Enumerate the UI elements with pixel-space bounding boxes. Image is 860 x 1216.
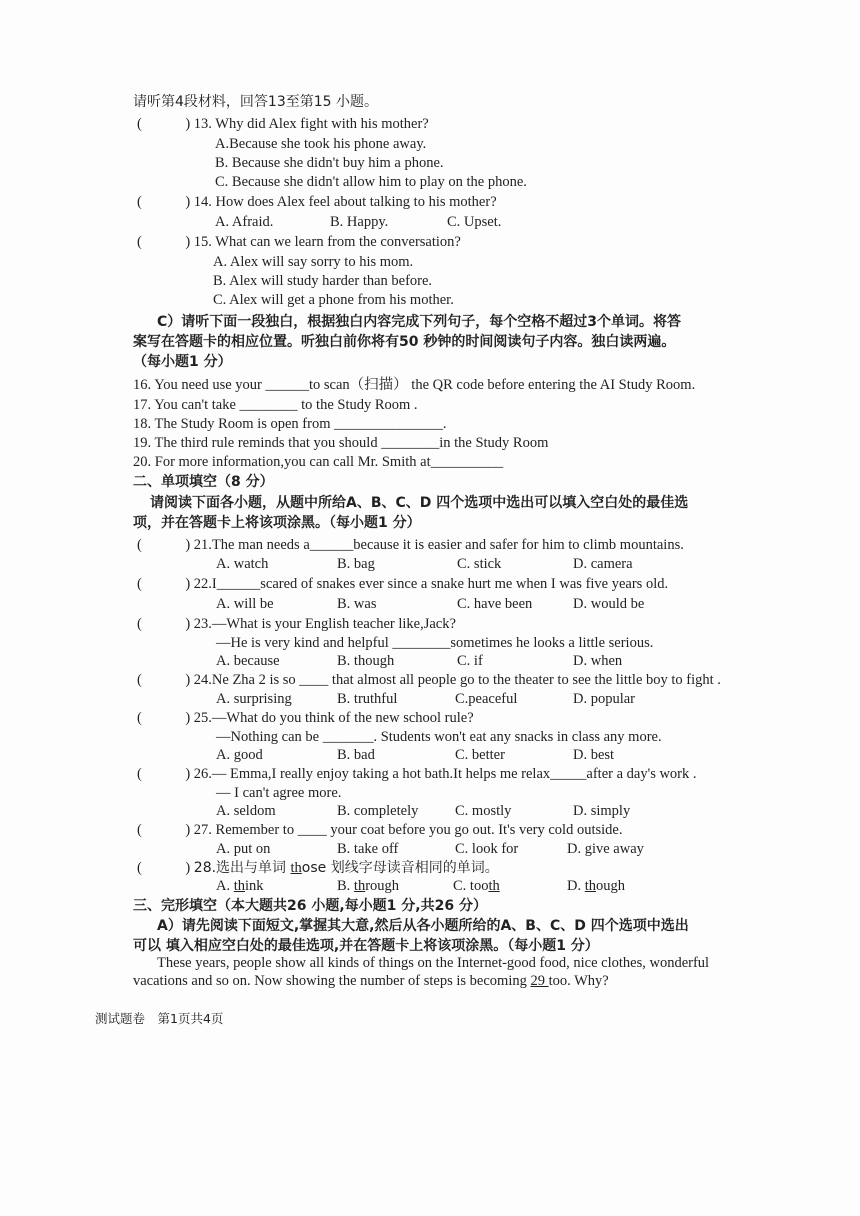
- q26-option-a: A. seldom: [216, 803, 276, 819]
- q23-option-b: B. though: [337, 653, 395, 669]
- q24-option-c: C.peaceful: [455, 691, 518, 707]
- q21-option-d: D. camera: [573, 556, 633, 572]
- part-c-instruction-2: 案写在答题卡的相应位置。听独白前你将有50 秒钟的时间阅读句子内容。独白读两遍。: [133, 334, 676, 350]
- q21-option-a: A. watch: [216, 556, 269, 572]
- answer-paren[interactable]: ( ): [137, 576, 191, 592]
- question-20: 20. For more information,you can call Mr. Smith at__________: [133, 454, 504, 470]
- q15-option-b: B. Alex will study harder than before.: [213, 273, 433, 289]
- blank-29: 29: [530, 973, 549, 989]
- question-26-stem: 26.— Emma,I really enjoy taking a hot bath.It helps me relax_____after a day's work .: [193, 766, 697, 782]
- q27-option-d: D. give away: [567, 841, 644, 857]
- q27-option-a: A. put on: [216, 841, 271, 857]
- question-16: 16. You need use your ______to scan（扫描） the QR code before entering the AI Study Room.: [133, 377, 696, 393]
- q26-option-c: C. mostly: [455, 803, 512, 819]
- question-13-stem: 13. Why did Alex fight with his mother?: [193, 116, 429, 132]
- q27-option-c: C. look for: [455, 841, 519, 857]
- q26-stem-2: — I can't agree more.: [216, 785, 342, 801]
- q26-option-d: D. simply: [573, 803, 631, 819]
- answer-paren[interactable]: ( ): [137, 822, 191, 838]
- answer-paren[interactable]: ( ): [137, 710, 191, 726]
- answer-paren[interactable]: ( ): [137, 234, 191, 250]
- section-2-title: 二、单项填空（8 分）: [133, 474, 274, 490]
- passage-line-1: These years, people show all kinds of things on the Internet-good food, nice clothes, wonderful: [157, 955, 710, 971]
- q14-option-c: C. Upset.: [447, 214, 502, 230]
- answer-paren[interactable]: ( ): [137, 860, 191, 876]
- section-3-instruction-1: A）请先阅读下面短文,掌握其大意,然后从各小题所给的A、B、C、D 四个选项中选出: [157, 918, 689, 934]
- section-3-title: 三、完形填空（本大题共26 小题,每小题1 分,共26 分）: [133, 898, 487, 914]
- q22-option-d: D. would be: [573, 596, 645, 612]
- q27-option-b: B. take off: [337, 841, 399, 857]
- q22-option-a: A. will be: [216, 596, 274, 612]
- answer-paren[interactable]: ( ): [137, 194, 191, 210]
- question-28: [137, 859, 499, 877]
- question-25: [137, 709, 474, 727]
- q24-option-b: B. truthful: [337, 691, 398, 707]
- q23-option-c: C. if: [457, 653, 483, 669]
- answer-paren[interactable]: ( ): [137, 116, 191, 132]
- question-24: [137, 671, 721, 689]
- question-22-stem: 22.I______scared of snakes ever since a snake hurt me when I was five years old.: [193, 576, 669, 592]
- part-c-instruction-3: （每小题1 分）: [133, 354, 232, 370]
- question-23-stem: 23.—What is your English teacher like,Jack?: [193, 616, 456, 632]
- q28-option-b: B. through: [337, 878, 400, 894]
- q15-option-a: A. Alex will say sorry to his mom.: [213, 254, 414, 270]
- question-17: 17. You can't take ________ to the Study Room .: [133, 397, 418, 413]
- q25-option-b: B. bad: [337, 747, 375, 763]
- part-c-instruction-1: C）请听下面一段独白，根据独白内容完成下列句子，每个空格不超过3个单词。将答: [157, 314, 682, 330]
- question-18: 18. The Study Room is open from _______________.: [133, 416, 447, 432]
- q24-option-d: D. popular: [573, 691, 636, 707]
- question-13: [137, 115, 429, 133]
- question-22: [137, 575, 668, 593]
- q28-option-d: D. though: [567, 878, 626, 894]
- page-footer: 测试题卷 第1页共4页: [95, 1011, 224, 1026]
- question-15: [137, 233, 461, 251]
- q23-option-d: D. when: [573, 653, 623, 669]
- q25-option-d: D. best: [573, 747, 615, 763]
- q26-option-b: B. completely: [337, 803, 419, 819]
- answer-paren[interactable]: ( ): [137, 616, 191, 632]
- q13-option-b: B. Because she didn't buy him a phone.: [215, 155, 444, 171]
- q22-option-c: C. have been: [457, 596, 533, 612]
- section-2-instruction-1: 请阅读下面各小题，从题中所给A、B、C、D 四个选项中选出可以填入空白处的最佳选: [150, 495, 689, 511]
- question-26: [137, 765, 697, 783]
- q13-option-a: A.Because she took his phone away.: [215, 136, 427, 152]
- section-3-instruction-2: 可以 填入相应空白处的最佳选项,并在答题卡上将该项涂黑。（每小题1 分）: [133, 938, 599, 954]
- question-25-stem: 25.—What do you think of the new school rule?: [193, 710, 474, 726]
- q23-stem-2: —He is very kind and helpful ________sometimes he looks a little serious.: [216, 635, 654, 651]
- q21-option-b: B. bag: [337, 556, 375, 572]
- question-21: [137, 536, 684, 554]
- q22-option-b: B. was: [337, 596, 377, 612]
- question-27-stem: 27. Remember to ____ your coat before you go out. It's very cold outside.: [193, 822, 623, 838]
- q21-option-c: C. stick: [457, 556, 502, 572]
- q28-option-a: A. think: [216, 878, 264, 894]
- answer-paren[interactable]: ( ): [137, 766, 191, 782]
- q14-option-a: A. Afraid.: [215, 214, 274, 230]
- question-24-stem: 24.Ne Zha 2 is so ____ that almost all people go to the theater to see the little boy to fight .: [193, 672, 721, 688]
- q15-option-c: C. Alex will get a phone from his mother.: [213, 292, 454, 308]
- q13-option-c: C. Because she didn't allow him to play on the phone.: [215, 174, 527, 190]
- question-27: [137, 821, 622, 839]
- question-21-stem: 21.The man needs a______because it is easier and safer for him to climb mountains.: [193, 537, 684, 553]
- q25-option-c: C. better: [455, 747, 505, 763]
- q25-stem-2: —Nothing can be _______. Students won't eat any snacks in class any more.: [216, 729, 662, 745]
- section-2-instruction-2: 项，并在答题卡上将该项涂黑。（每小题1 分）: [133, 515, 421, 531]
- answer-paren[interactable]: ( ): [137, 672, 191, 688]
- q23-option-a: A. because: [216, 653, 280, 669]
- question-23: [137, 615, 456, 633]
- q28-option-c: C. tooth: [453, 878, 500, 894]
- question-28-stem: 28.选出与单词 those 划线字母读音相同的单词。: [193, 860, 499, 876]
- question-15-stem: 15. What can we learn from the conversation?: [193, 234, 461, 250]
- q14-option-b: B. Happy.: [330, 214, 389, 230]
- question-14-stem: 14. How does Alex feel about talking to his mother?: [193, 194, 497, 210]
- section-4-intro: 请听第4段材料，回答13至第15 小题。: [133, 94, 378, 110]
- question-19: 19. The third rule reminds that you should ________in the Study Room: [133, 435, 549, 451]
- q24-option-a: A. surprising: [216, 691, 292, 707]
- question-14: [137, 193, 497, 211]
- q25-option-a: A. good: [216, 747, 263, 763]
- answer-paren[interactable]: ( ): [137, 537, 191, 553]
- passage-line-2: vacations and so on. Now showing the number of steps is becoming 29 too. Why?: [133, 973, 609, 989]
